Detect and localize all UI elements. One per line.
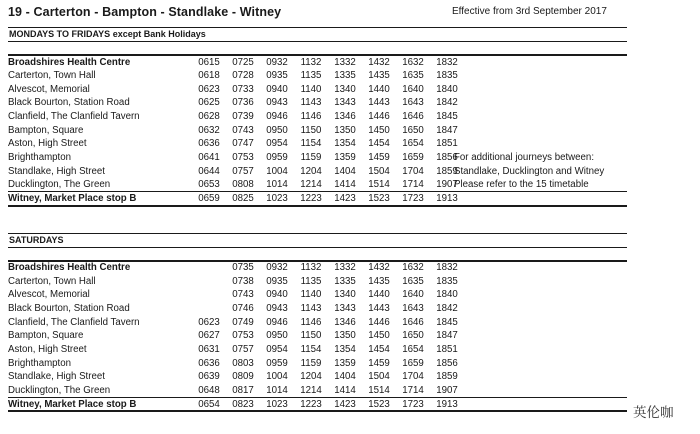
time-cell: 1146 xyxy=(300,111,322,123)
section-saturdays xyxy=(8,233,627,413)
time-cell: 1459 xyxy=(368,152,390,164)
time-cell: 1523 xyxy=(362,192,396,206)
time-cell: 0738 xyxy=(232,275,254,287)
time-cell: 1459 xyxy=(368,357,390,369)
note-cell xyxy=(464,384,627,398)
stop-name-cell: Clanfield, The Clanfield Tavern xyxy=(8,316,140,328)
time-cell: 1840 xyxy=(436,289,458,301)
time-cell: 0959 xyxy=(266,357,288,369)
note-cell xyxy=(464,397,627,411)
time-cell: 1659 xyxy=(402,357,424,369)
time-cell: 1643 xyxy=(402,302,424,314)
stop-name-cell: Bampton, Square xyxy=(8,330,84,342)
time-cell: 0940 xyxy=(266,83,288,95)
time-cell: 1154 xyxy=(300,138,322,150)
stop-name-cell: Witney, Market Place stop B xyxy=(8,397,192,411)
time-cell: 1340 xyxy=(334,289,356,301)
time-cell: 1354 xyxy=(334,138,356,150)
time-cell: 0935 xyxy=(266,70,288,82)
stop-name-cell: Black Bourton, Station Road xyxy=(8,97,130,109)
time-cell: 1432 xyxy=(368,262,390,274)
time-cell: 1832 xyxy=(436,262,458,274)
time-cell: 1143 xyxy=(300,302,322,314)
time-cell: 1650 xyxy=(402,330,424,342)
time-cell: 1643 xyxy=(402,97,424,109)
time-cell: 0753 xyxy=(232,152,254,164)
time-cell: 1204 xyxy=(300,165,322,177)
time-cell: 1346 xyxy=(334,111,356,123)
time-cell: 1835 xyxy=(436,70,458,82)
time-cell: 0757 xyxy=(232,344,254,356)
time-cell: 1704 xyxy=(402,165,424,177)
timetable-weekdays xyxy=(8,54,627,207)
time-cell: 1845 xyxy=(436,316,458,328)
stop-name-cell: Clanfield, The Clanfield Tavern xyxy=(8,111,140,123)
time-cell: 0753 xyxy=(232,330,254,342)
stop-name-cell: Aston, High Street xyxy=(8,138,87,150)
time-cell: 0825 xyxy=(226,192,260,206)
time-cell: 1504 xyxy=(368,371,390,383)
time-cell: 1350 xyxy=(334,330,356,342)
time-cell: 0943 xyxy=(266,302,288,314)
section-weekdays xyxy=(8,27,627,207)
time-cell: 1332 xyxy=(334,262,356,274)
time-cell: 1004 xyxy=(266,165,288,177)
time-cell: 1004 xyxy=(266,371,288,383)
time-cell xyxy=(192,274,226,288)
time-cell: 1723 xyxy=(396,397,430,411)
time-cell: 1332 xyxy=(334,56,356,68)
time-cell: 1632 xyxy=(402,262,424,274)
time-cell: 1432 xyxy=(368,56,390,68)
note-cell xyxy=(464,315,627,329)
time-cell: 0809 xyxy=(232,371,254,383)
time-cell: 0954 xyxy=(266,344,288,356)
time-cell: 1851 xyxy=(436,138,458,150)
note-cell xyxy=(464,261,627,275)
time-cell: 0959 xyxy=(266,152,288,164)
time-cell: 1014 xyxy=(266,179,288,191)
time-cell: 1214 xyxy=(300,384,322,396)
section-heading-saturdays: SATURDAYS xyxy=(8,233,627,248)
time-cell: 0932 xyxy=(266,262,288,274)
time-cell: 1340 xyxy=(334,83,356,95)
stop-row xyxy=(8,397,627,411)
time-cell: 0950 xyxy=(266,330,288,342)
time-cell: 0654 xyxy=(192,397,226,411)
stop-name-cell: Alvescot, Memorial xyxy=(8,83,90,95)
time-cell: 1640 xyxy=(402,83,424,95)
stop-row xyxy=(8,302,627,316)
time-cell: 1414 xyxy=(334,179,356,191)
time-cell: 1646 xyxy=(402,316,424,328)
timetable-saturdays xyxy=(8,260,627,413)
section-heading-weekdays: MONDAYS TO FRIDAYS except Bank Holidays xyxy=(8,27,627,42)
note-cell: Please refer to the 15 timetable xyxy=(454,179,589,191)
stop-row xyxy=(8,178,627,192)
time-cell: 1450 xyxy=(368,124,390,136)
time-cell: 1859 xyxy=(436,371,458,383)
stop-row xyxy=(8,384,627,398)
time-cell: 1150 xyxy=(300,124,322,136)
note-cell xyxy=(464,96,627,110)
time-cell: 1443 xyxy=(368,97,390,109)
stop-name-cell: Ducklington, The Green xyxy=(8,179,111,191)
time-cell: 0636 xyxy=(198,357,220,369)
time-cell: 0746 xyxy=(232,302,254,314)
stop-name-cell: Witney, Market Place stop B xyxy=(8,192,192,206)
stop-name-cell: Bampton, Square xyxy=(8,124,84,136)
stop-name-cell: Brighthampton xyxy=(8,152,72,164)
stop-row xyxy=(8,82,627,96)
time-cell: 1454 xyxy=(368,344,390,356)
time-cell: 1440 xyxy=(368,289,390,301)
stop-row xyxy=(8,261,627,275)
time-cell: 0615 xyxy=(198,56,220,68)
effective-date: Effective from 3rd September 2017 xyxy=(452,6,607,17)
note-cell xyxy=(464,55,627,69)
time-cell: 0653 xyxy=(198,179,220,191)
stop-name-cell: Alvescot, Memorial xyxy=(8,289,90,301)
time-cell: 0736 xyxy=(232,97,254,109)
time-cell: 1023 xyxy=(260,192,294,206)
note-cell: Standlake, Ducklington and Witney xyxy=(454,165,605,177)
time-cell: 1856 xyxy=(436,152,458,164)
time-cell: 1214 xyxy=(300,179,322,191)
time-cell: 1159 xyxy=(300,357,322,369)
stop-name-cell: Black Bourton, Station Road xyxy=(8,302,130,314)
time-cell: 1154 xyxy=(300,344,322,356)
stop-row xyxy=(8,274,627,288)
stop-row xyxy=(8,55,627,69)
time-cell: 0943 xyxy=(266,97,288,109)
time-cell: 1343 xyxy=(334,302,356,314)
time-cell: 1346 xyxy=(334,316,356,328)
time-cell: 1023 xyxy=(260,397,294,411)
time-cell: 1704 xyxy=(402,371,424,383)
stop-row xyxy=(8,110,627,124)
time-cell: 0636 xyxy=(198,138,220,150)
document-header xyxy=(8,0,627,27)
time-cell xyxy=(192,288,226,302)
time-cell: 1842 xyxy=(436,97,458,109)
time-cell: 0803 xyxy=(232,357,254,369)
time-cell: 0639 xyxy=(198,371,220,383)
note-cell xyxy=(464,110,627,124)
time-cell: 0623 xyxy=(198,83,220,95)
time-cell: 1659 xyxy=(402,152,424,164)
time-cell: 0623 xyxy=(198,316,220,328)
time-cell: 1450 xyxy=(368,330,390,342)
stop-name-cell: Carterton, Town Hall xyxy=(8,275,96,287)
time-cell: 1504 xyxy=(368,165,390,177)
time-cell: 1646 xyxy=(402,111,424,123)
time-cell: 0631 xyxy=(198,344,220,356)
time-cell: 1514 xyxy=(368,384,390,396)
time-cell: 1640 xyxy=(402,289,424,301)
stop-row xyxy=(8,192,627,206)
stop-row xyxy=(8,96,627,110)
time-cell: 0743 xyxy=(232,289,254,301)
time-cell: 1435 xyxy=(368,70,390,82)
time-cell: 1014 xyxy=(266,384,288,396)
time-cell: 1354 xyxy=(334,344,356,356)
note-cell xyxy=(464,137,627,151)
time-cell: 0817 xyxy=(232,384,254,396)
time-cell: 0946 xyxy=(266,316,288,328)
time-cell: 0728 xyxy=(232,70,254,82)
page-title: 19 - Carterton - Bampton - Standlake - Witney xyxy=(8,5,282,19)
time-cell: 0946 xyxy=(266,111,288,123)
stop-row xyxy=(8,123,627,137)
time-cell: 1845 xyxy=(436,111,458,123)
time-cell: 1714 xyxy=(402,384,424,396)
time-cell: 1913 xyxy=(430,397,464,411)
time-cell: 0644 xyxy=(198,165,220,177)
note-cell xyxy=(464,356,627,370)
time-cell: 0749 xyxy=(232,316,254,328)
time-cell: 1159 xyxy=(300,152,322,164)
time-cell: 1350 xyxy=(334,124,356,136)
time-cell: 1359 xyxy=(334,152,356,164)
time-cell: 1907 xyxy=(436,384,458,396)
time-cell: 1856 xyxy=(436,357,458,369)
note-cell xyxy=(464,370,627,384)
note-cell xyxy=(464,82,627,96)
stop-name-cell: Ducklington, The Green xyxy=(8,384,111,396)
time-cell: 1204 xyxy=(300,371,322,383)
time-cell: 1632 xyxy=(402,56,424,68)
stop-name-cell: Aston, High Street xyxy=(8,344,87,356)
time-cell: 1359 xyxy=(334,357,356,369)
time-cell: 1423 xyxy=(328,397,362,411)
time-cell: 0940 xyxy=(266,289,288,301)
time-cell: 0632 xyxy=(198,124,220,136)
time-cell: 1635 xyxy=(402,275,424,287)
time-cell: 1913 xyxy=(430,192,464,206)
time-cell: 0757 xyxy=(232,165,254,177)
note-cell xyxy=(464,123,627,137)
time-cell: 1514 xyxy=(368,179,390,191)
time-cell: 0747 xyxy=(232,138,254,150)
time-cell: 1446 xyxy=(368,111,390,123)
note-cell xyxy=(464,288,627,302)
stop-name-cell: Broadshires Health Centre xyxy=(8,56,131,68)
stop-name-cell: Standlake, High Street xyxy=(8,371,105,383)
time-cell: 1343 xyxy=(334,97,356,109)
time-cell: 1454 xyxy=(368,138,390,150)
time-cell: 1440 xyxy=(368,83,390,95)
time-cell: 0743 xyxy=(232,124,254,136)
time-cell: 0618 xyxy=(198,70,220,82)
time-cell: 1140 xyxy=(300,83,322,95)
time-cell: 1835 xyxy=(436,275,458,287)
time-cell: 0935 xyxy=(266,275,288,287)
time-cell: 1132 xyxy=(300,56,322,68)
time-cell: 1404 xyxy=(334,371,356,383)
time-cell: 1847 xyxy=(436,124,458,136)
time-cell: 1443 xyxy=(368,302,390,314)
time-cell: 1146 xyxy=(300,316,322,328)
time-cell: 0659 xyxy=(192,192,226,206)
note-cell: For additional journeys between: xyxy=(454,152,595,164)
time-cell xyxy=(192,261,226,275)
stop-name-cell: Standlake, High Street xyxy=(8,165,105,177)
note-cell xyxy=(464,274,627,288)
stop-row xyxy=(8,69,627,83)
time-cell: 1654 xyxy=(402,138,424,150)
time-cell: 0625 xyxy=(198,97,220,109)
time-cell: 1423 xyxy=(328,192,362,206)
time-cell: 1650 xyxy=(402,124,424,136)
note-cell xyxy=(464,343,627,357)
time-cell: 0641 xyxy=(198,152,220,164)
time-cell: 0628 xyxy=(198,111,220,123)
time-cell: 1335 xyxy=(334,70,356,82)
time-cell: 1335 xyxy=(334,275,356,287)
time-cell: 0733 xyxy=(232,83,254,95)
time-cell: 1859 xyxy=(436,165,458,177)
time-cell: 0823 xyxy=(226,397,260,411)
time-cell: 1435 xyxy=(368,275,390,287)
time-cell: 0808 xyxy=(232,179,254,191)
time-cell: 1140 xyxy=(300,289,322,301)
note-cell xyxy=(464,192,627,206)
time-cell: 1654 xyxy=(402,344,424,356)
time-cell: 1223 xyxy=(294,397,328,411)
time-cell: 1714 xyxy=(402,179,424,191)
time-cell: 1135 xyxy=(300,275,322,287)
note-cell xyxy=(464,329,627,343)
time-cell: 1907 xyxy=(436,179,458,191)
time-cell: 1143 xyxy=(300,97,322,109)
time-cell: 0627 xyxy=(198,330,220,342)
stop-row xyxy=(8,370,627,384)
time-cell: 1842 xyxy=(436,302,458,314)
time-cell: 0950 xyxy=(266,124,288,136)
time-cell: 0739 xyxy=(232,111,254,123)
stop-row xyxy=(8,137,627,151)
stop-name-cell: Brighthampton xyxy=(8,357,72,369)
watermark-text: 英伦咖 xyxy=(633,405,674,420)
time-cell: 0725 xyxy=(232,56,254,68)
stop-row xyxy=(8,288,627,302)
stop-name-cell: Carterton, Town Hall xyxy=(8,70,96,82)
stop-name-cell: Broadshires Health Centre xyxy=(8,262,131,274)
stop-row xyxy=(8,315,627,329)
time-cell: 1723 xyxy=(396,192,430,206)
time-cell: 1150 xyxy=(300,330,322,342)
time-cell: 0735 xyxy=(232,262,254,274)
note-cell xyxy=(464,302,627,316)
time-cell: 0932 xyxy=(266,56,288,68)
time-cell: 1847 xyxy=(436,330,458,342)
time-cell: 1523 xyxy=(362,397,396,411)
stop-row xyxy=(8,165,627,179)
time-cell: 1635 xyxy=(402,70,424,82)
stop-row xyxy=(8,356,627,370)
time-cell: 1851 xyxy=(436,344,458,356)
time-cell: 1132 xyxy=(300,262,322,274)
time-cell: 1840 xyxy=(436,83,458,95)
time-cell xyxy=(192,302,226,316)
time-cell: 0648 xyxy=(198,384,220,396)
stop-row xyxy=(8,343,627,357)
time-cell: 1135 xyxy=(300,70,322,82)
note-cell xyxy=(464,69,627,83)
time-cell: 1223 xyxy=(294,192,328,206)
stop-row xyxy=(8,151,627,165)
time-cell: 1404 xyxy=(334,165,356,177)
stop-row xyxy=(8,329,627,343)
time-cell: 1832 xyxy=(436,56,458,68)
time-cell: 1446 xyxy=(368,316,390,328)
time-cell: 0954 xyxy=(266,138,288,150)
time-cell: 1414 xyxy=(334,384,356,396)
